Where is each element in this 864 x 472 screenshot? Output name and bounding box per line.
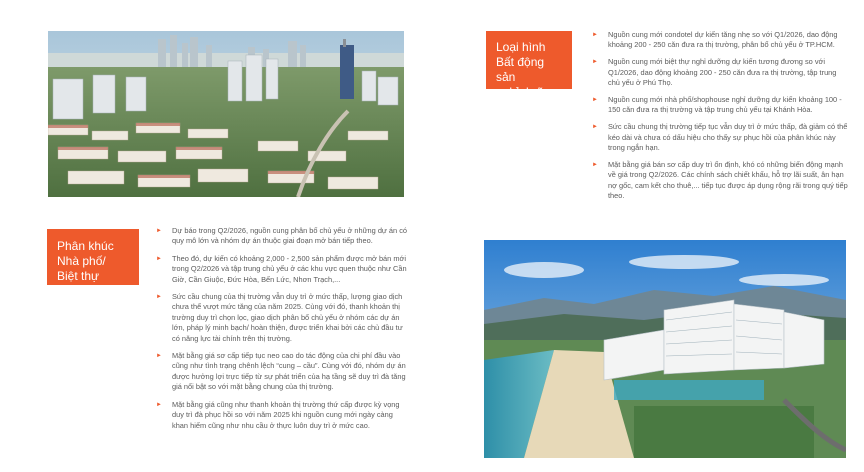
bullet-arrow-icon: ► — [592, 59, 598, 66]
villa-tag-line: Phân khúc — [57, 239, 114, 253]
list-item: ► Mặt bằng giá sơ cấp tiếp tục neo cao do tác động của chi phí đầu vào cũng như tình trạng chênh lệch “cung – cầu”. Cùng với đó, nhóm dự án được hưởng lợi trực tiếp từ sự phát triển của hạ tầng sẽ duy trì đà tăng giá nổi bật so với mặt bằng chung của thị trường. — [156, 351, 406, 392]
resort-tag-line: nghỉ dưỡng — [496, 85, 558, 99]
list-item: ► Dự báo trong Q2/2026, nguồn cung phân bố chủ yếu ở những dự án có quy mô lớn và nhóm dự án thuộc giai đoạn mở bán tiếp theo. — [156, 226, 408, 246]
bullet-arrow-icon: ► — [156, 255, 162, 262]
list-item: ► Mặt bằng giá bán sơ cấp duy trì ổn định, khó có những biến động mạnh về giá trong Q2/2026. Các chính sách chiết khấu, hỗ trợ lãi suất, ân hạn nợ gốc, cam kết cho thuê,... tiếp tục được áp dụng rộng rãi trong quý tiếp theo. — [592, 160, 848, 201]
resort-tag-line: Bất động sản — [496, 55, 545, 84]
villa-bullet-list — [156, 226, 410, 438]
bullet-arrow-icon: ► — [592, 32, 598, 38]
list-item: ► Sức cầu chung thị trường tiếp tục vẫn duy trì ở mức thấp, đà giảm có thể kéo dài và chưa có dấu hiệu cho thấy sự phục hồi của phân khúc này trong ngắn hạn. — [592, 122, 848, 153]
villa-tag-line: Nhà phố/ — [57, 254, 106, 268]
list-item: ► Mặt bằng giá cũng như thanh khoản thị trường thứ cấp được kỳ vọng duy trì đà phục hồi so với năm 2025 khi nguồn cung mới ngày càng khan hiếm cũng như nhu cầu ở thực luôn duy trì ở mức cao. — [156, 399, 400, 430]
list-item: ► Nguồn cung mới nhà phố/shophouse nghỉ dưỡng dự kiến khoảng 100 - 150 căn đưa ra thị trường và tập trung chủ yếu tại Khánh Hòa. — [592, 95, 842, 115]
bullet-arrow-icon: ► — [156, 353, 162, 360]
list-item: ► Nguồn cung mới biệt thự nghỉ dưỡng dự kiến tương đương so với Q1/2026, dao động khoảng 200 - 250 căn đưa ra thị trường, tập trung chủ yếu ở Phú Thọ. — [592, 57, 837, 88]
bullet-arrow-icon: ► — [592, 124, 598, 131]
list-item: ► Theo đó, dự kiến có khoảng 2,000 - 2,500 sản phẩm được mở bán mới trong Q2/2026 và tập trung chủ yếu ở các khu vực quen thuộc như Cần Giờ, Cần Giuộc, Đức Hòa, Bến Lức, Nhơn Trạch,... — [156, 253, 407, 284]
bullet-arrow-icon: ► — [156, 228, 162, 234]
bullet-arrow-icon: ► — [592, 97, 598, 104]
resort-section-tag — [486, 31, 572, 99]
bullet-arrow-icon: ► — [156, 294, 162, 301]
bullet-arrow-icon: ► — [156, 401, 162, 408]
list-item: ► Sức cầu chung của thị trường vẫn duy trì ở mức thấp, lượng giao dịch chưa thể vượt mức tăng của năm 2025. Cùng với đó, thanh khoản thị trường duy trì chọn lọc, giao dịch phân bổ chủ yếu ở nhóm các dự án lớn, pháp lý minh bạch/ hoàn thiện, được triển khai bởi các chủ đầu tư có năng lực tài chính trên thị trường. — [156, 292, 403, 343]
aerial-city-photo — [48, 31, 404, 197]
list-item: ► Nguồn cung mới condotel dự kiến tăng nhẹ so với Q1/2026, dao động khoảng 200 - 250 căn đưa ra thị trường, phân bổ chủ yếu ở TP.HCM. — [592, 30, 838, 50]
villa-tag-line: Biệt thự — [57, 269, 100, 283]
bullet-arrow-icon: ► — [592, 162, 598, 169]
resort-bullet-list — [592, 30, 848, 208]
beach-resort-photo — [484, 240, 846, 458]
resort-tag-line: Loại hình — [496, 40, 546, 54]
villa-section-tag — [47, 229, 139, 285]
